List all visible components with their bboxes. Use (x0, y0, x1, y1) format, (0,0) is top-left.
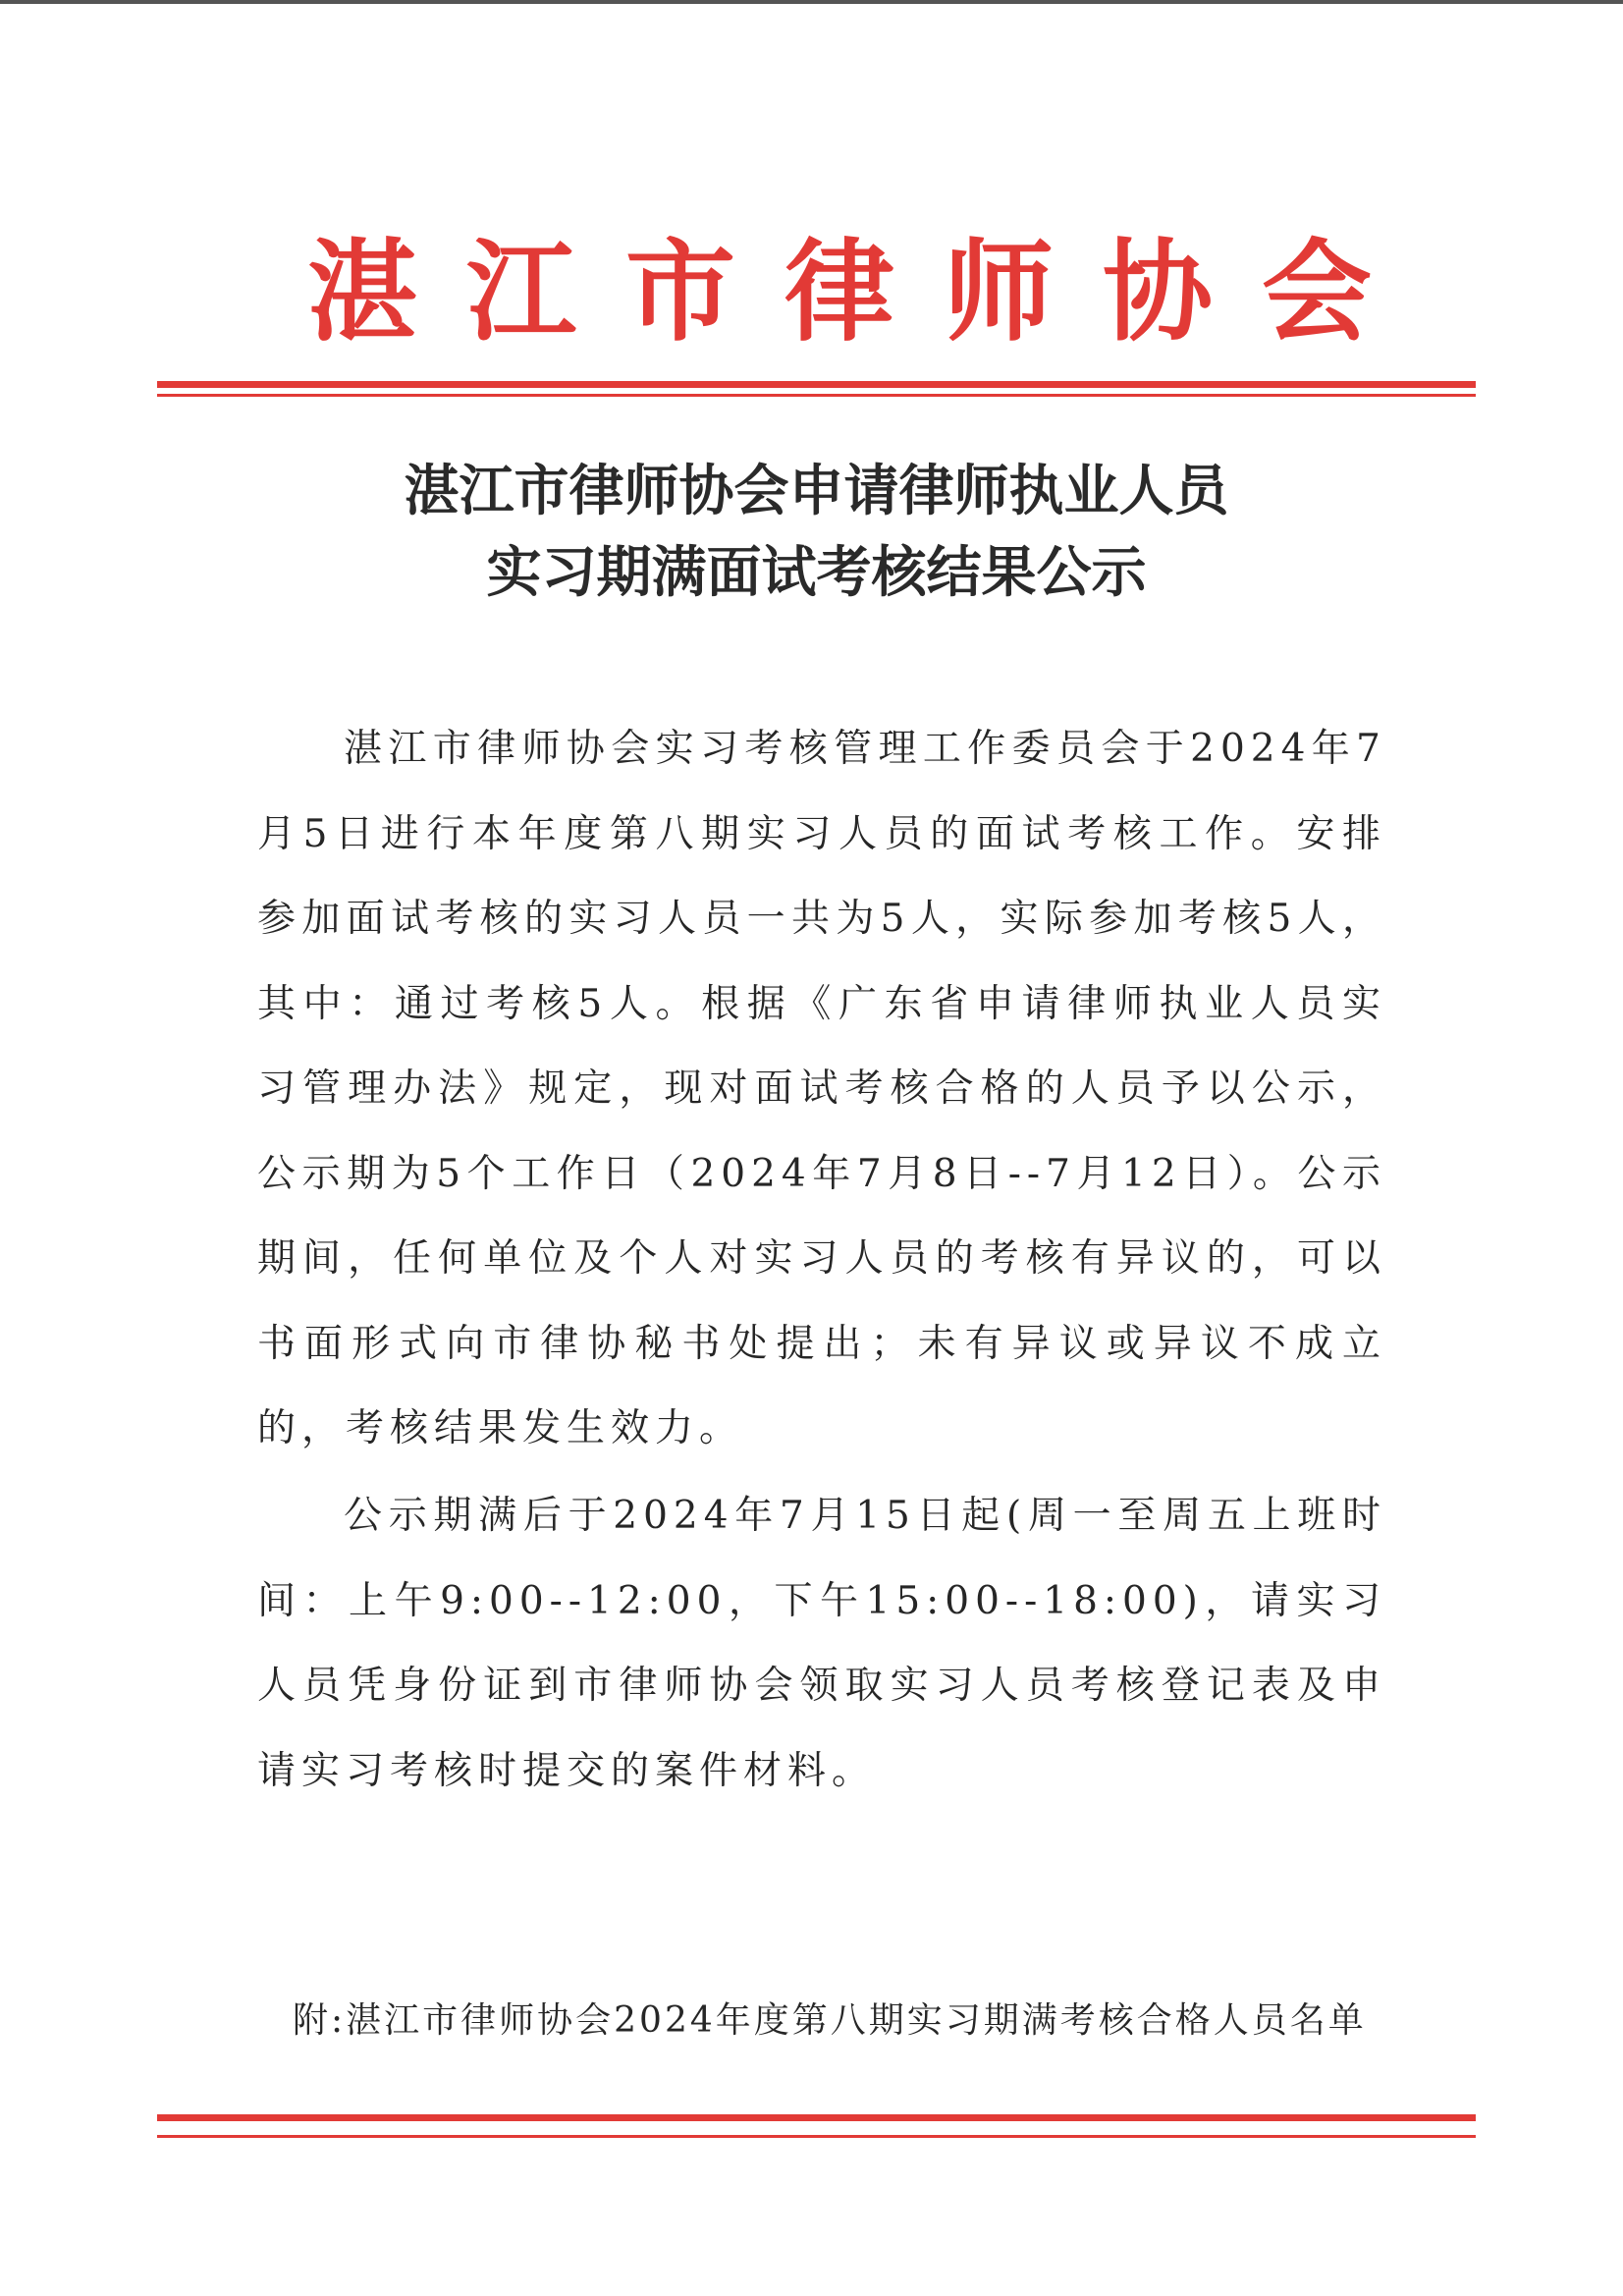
letterhead-org-name: 湛江市律师协会 (307, 229, 1421, 356)
footer-rule-thick (157, 2114, 1476, 2121)
letterhead-rule-thin (157, 394, 1476, 397)
footer-rule-thin (157, 2135, 1476, 2138)
attachment-note: 附:湛江市律师协会2024年度第八期实习期满考核合格人员名单 (293, 2000, 1367, 2041)
letterhead-rule-thick (157, 381, 1476, 388)
scan-edge (0, 0, 1623, 4)
document-title-line1: 湛江市律师协会申请律师执业人员 (404, 460, 1229, 523)
body-paragraph-1: 湛江市律师协会实习考核管理工作委员会于2024年7月5日进行本年度第八期实习人员的面试考核工作。安排参加面试考核的实习人员一共为5人，实际参加考核5人，其中：通过考核5人。根据《广东省申请律师执业人员实习管理办法》规定，现对面试考核合格的人员予以公示，公示期为5个工作日（2024年7月8日--7月12日）。公示期间，任何单位及个人对实习人员的考核有异议的，可以书面形式向市律协秘书处提出；未有异议或异议不成立的，考核结果发生效力。 (257, 727, 1386, 1450)
document-title-line2: 实习期满面试考核结果公示 (486, 541, 1147, 605)
body-paragraph-2: 公示期满后于2024年7月15日起(周一至周五上班时间：上午9:00--12:00，下午15:00--18:00)，请实习人员凭身份证到市律师协会领取实习人员考核登记表及申请实习考核时提交的案件材料。 (257, 1494, 1386, 1793)
